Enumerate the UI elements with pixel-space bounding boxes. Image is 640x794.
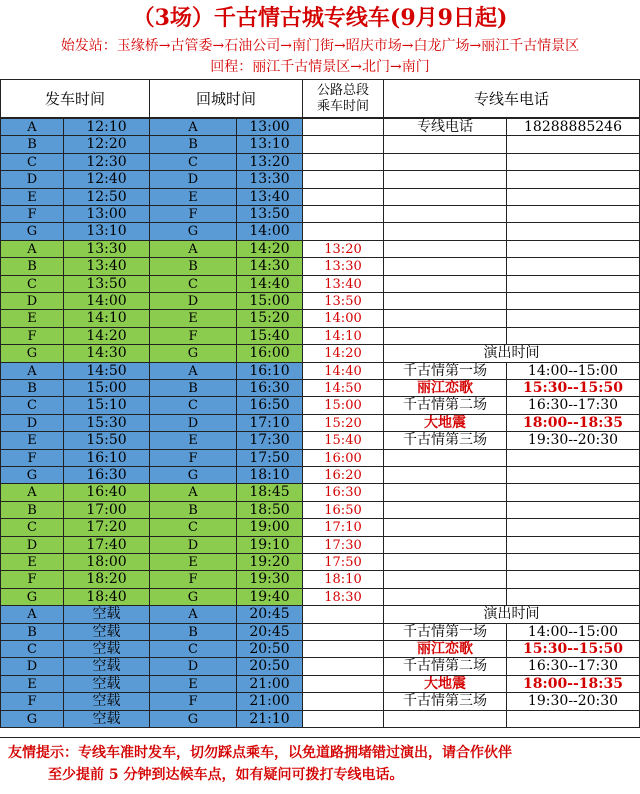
highway-time: 14:50	[303, 380, 384, 397]
highway-time: 18:10	[303, 571, 384, 588]
show-name: 千古情第三场	[384, 693, 507, 710]
table-row	[0, 484, 640, 501]
table-row	[0, 432, 640, 449]
return-line: C	[150, 397, 237, 414]
show-name: 丽江恋歌	[384, 380, 507, 397]
return-time: 14:20	[237, 241, 303, 258]
table-row	[0, 328, 640, 345]
return-line: A	[150, 119, 237, 136]
highway-time	[303, 641, 384, 658]
return-line: A	[150, 606, 237, 623]
show-name: 大地震	[384, 676, 507, 693]
table-row	[0, 345, 640, 362]
highway-time	[303, 606, 384, 623]
return-time: 18:50	[237, 502, 303, 519]
side-col-1	[384, 711, 507, 728]
return-line: F	[150, 450, 237, 467]
friendly-notice	[0, 737, 640, 794]
table-row	[0, 276, 640, 293]
return-time: 14:30	[237, 258, 303, 275]
depart-line: A	[0, 119, 64, 136]
depart-time: 空载	[64, 693, 150, 710]
side-col-2	[507, 241, 640, 258]
highway-time: 15:40	[303, 432, 384, 449]
depart-line: D	[0, 658, 64, 675]
return-time: 16:50	[237, 397, 303, 414]
depart-time: 16:10	[64, 450, 150, 467]
return-time: 14:00	[237, 223, 303, 240]
table-row	[0, 711, 640, 728]
side-col-1	[384, 537, 507, 554]
table-row	[0, 154, 640, 171]
return-time: 19:30	[237, 571, 303, 588]
return-time: 13:20	[237, 154, 303, 171]
depart-time: 15:30	[64, 415, 150, 432]
table-row	[0, 606, 640, 623]
depart-line: F	[0, 328, 64, 345]
return-time: 13:40	[237, 189, 303, 206]
side-col-1	[384, 450, 507, 467]
depart-time: 16:30	[64, 467, 150, 484]
depart-line: B	[0, 624, 64, 641]
depart-time: 空载	[64, 641, 150, 658]
table-row	[0, 415, 640, 432]
highway-time: 13:30	[303, 258, 384, 275]
highway-time	[303, 189, 384, 206]
show-times-title: 演出时间	[384, 606, 640, 623]
contact-number: 18288885246	[507, 119, 640, 136]
depart-time: 12:20	[64, 136, 150, 153]
depart-line: F	[0, 571, 64, 588]
return-line: B	[150, 136, 237, 153]
side-col-2	[507, 206, 640, 223]
depart-time: 13:00	[64, 206, 150, 223]
table-row	[0, 589, 640, 606]
side-col-2	[507, 711, 640, 728]
depart-line: E	[0, 676, 64, 693]
return-line: E	[150, 189, 237, 206]
table-row	[0, 380, 640, 397]
table-row	[0, 624, 640, 641]
depart-line: C	[0, 519, 64, 536]
highway-time	[303, 136, 384, 153]
table-row	[0, 450, 640, 467]
return-line: G	[150, 711, 237, 728]
depart-line: G	[0, 345, 64, 362]
return-line: E	[150, 676, 237, 693]
return-time: 18:45	[237, 484, 303, 501]
table-row	[0, 223, 640, 240]
return-time: 21:00	[237, 693, 303, 710]
table-row	[0, 136, 640, 153]
show-times-title: 演出时间	[384, 345, 640, 362]
notice-line-2: 至少提前 5 分钟到达候车点，如有疑问可拨打专线电话。	[48, 767, 404, 783]
depart-time: 18:00	[64, 554, 150, 571]
return-time: 16:00	[237, 345, 303, 362]
side-col-2	[507, 537, 640, 554]
return-route: 回程：丽江千古情景区→北门→南门	[210, 59, 430, 75]
show-time: 18:00--18:35	[507, 415, 640, 432]
return-line: B	[150, 502, 237, 519]
highway-time: 15:20	[303, 415, 384, 432]
side-col-2	[507, 293, 640, 310]
highway-time	[303, 206, 384, 223]
return-time: 16:10	[237, 363, 303, 380]
show-name: 千古情第二场	[384, 658, 507, 675]
highway-time: 18:30	[303, 589, 384, 606]
side-col-1	[384, 467, 507, 484]
depart-time: 12:10	[64, 119, 150, 136]
return-time: 15:20	[237, 310, 303, 327]
return-time: 13:10	[237, 136, 303, 153]
side-col-2	[507, 519, 640, 536]
show-name: 千古情第二场	[384, 397, 507, 414]
return-time: 20:50	[237, 658, 303, 675]
depart-line: D	[0, 171, 64, 188]
depart-time: 空载	[64, 676, 150, 693]
return-time: 19:40	[237, 589, 303, 606]
depart-line: F	[0, 693, 64, 710]
show-name: 千古情第一场	[384, 363, 507, 380]
header-depart: 发车时间	[0, 79, 150, 119]
return-time: 16:30	[237, 380, 303, 397]
show-name: 千古情第三场	[384, 432, 507, 449]
return-line: B	[150, 258, 237, 275]
return-line: G	[150, 345, 237, 362]
return-time: 13:50	[237, 206, 303, 223]
show-time: 14:00--15:00	[507, 624, 640, 641]
depart-line: D	[0, 415, 64, 432]
highway-time: 16:50	[303, 502, 384, 519]
highway-time	[303, 658, 384, 675]
show-time: 15:30--15:50	[507, 380, 640, 397]
return-line: E	[150, 432, 237, 449]
side-col-2	[507, 258, 640, 275]
side-col-2	[507, 502, 640, 519]
highway-time	[303, 624, 384, 641]
depart-line: B	[0, 502, 64, 519]
depart-time: 18:40	[64, 589, 150, 606]
side-col-1	[384, 136, 507, 153]
show-time: 19:30--20:30	[507, 693, 640, 710]
highway-time: 16:20	[303, 467, 384, 484]
table-row	[0, 241, 640, 258]
depart-line: D	[0, 293, 64, 310]
return-time: 15:00	[237, 293, 303, 310]
side-col-2	[507, 171, 640, 188]
return-time: 21:10	[237, 711, 303, 728]
depart-line: F	[0, 450, 64, 467]
return-line: C	[150, 276, 237, 293]
return-line: G	[150, 589, 237, 606]
table-row	[0, 293, 640, 310]
return-time: 17:30	[237, 432, 303, 449]
depart-line: D	[0, 537, 64, 554]
highway-time: 17:10	[303, 519, 384, 536]
show-time: 18:00--18:35	[507, 676, 640, 693]
return-line: D	[150, 293, 237, 310]
depart-line: B	[0, 380, 64, 397]
depart-time: 15:10	[64, 397, 150, 414]
return-line: B	[150, 624, 237, 641]
highway-time: 17:50	[303, 554, 384, 571]
header-highway-line1: 公路总段	[316, 82, 369, 98]
return-time: 17:10	[237, 415, 303, 432]
side-col-2	[507, 189, 640, 206]
depart-time: 14:20	[64, 328, 150, 345]
highway-time	[303, 223, 384, 240]
return-line: A	[150, 484, 237, 501]
return-line: C	[150, 154, 237, 171]
depart-line: F	[0, 206, 64, 223]
side-col-1	[384, 519, 507, 536]
return-line: D	[150, 658, 237, 675]
depart-line: A	[0, 241, 64, 258]
header-return: 回城时间	[150, 79, 303, 119]
depart-time: 12:50	[64, 189, 150, 206]
depart-time: 12:30	[64, 154, 150, 171]
side-col-1	[384, 171, 507, 188]
return-line: C	[150, 519, 237, 536]
table-row	[0, 693, 640, 710]
depart-time: 空载	[64, 624, 150, 641]
page-title: （3场）千古情古城专线车(9月9日起)	[132, 5, 508, 31]
highway-time: 14:40	[303, 363, 384, 380]
highway-time: 17:30	[303, 537, 384, 554]
side-col-2	[507, 276, 640, 293]
depart-line: A	[0, 606, 64, 623]
highway-time: 16:30	[303, 484, 384, 501]
depart-line: G	[0, 711, 64, 728]
highway-time	[303, 119, 384, 136]
return-line: D	[150, 537, 237, 554]
depart-line: C	[0, 276, 64, 293]
depart-line: A	[0, 363, 64, 380]
highway-time	[303, 171, 384, 188]
contact-label: 专线电话	[384, 119, 507, 136]
header-highway	[303, 79, 384, 119]
depart-line: C	[0, 641, 64, 658]
highway-time	[303, 693, 384, 710]
highway-time: 13:50	[303, 293, 384, 310]
return-line: B	[150, 380, 237, 397]
depart-time: 空载	[64, 658, 150, 675]
table-header-row	[0, 79, 640, 119]
table-row	[0, 676, 640, 693]
header-highway-line2: 乘车时间	[316, 98, 369, 114]
table-row	[0, 171, 640, 188]
highway-time	[303, 711, 384, 728]
depart-line: G	[0, 223, 64, 240]
side-col-2	[507, 484, 640, 501]
depart-time: 13:10	[64, 223, 150, 240]
table-row	[0, 571, 640, 588]
side-col-2	[507, 467, 640, 484]
side-col-1	[384, 571, 507, 588]
depart-time: 13:30	[64, 241, 150, 258]
return-line: A	[150, 241, 237, 258]
return-line: F	[150, 693, 237, 710]
depart-line: E	[0, 189, 64, 206]
depart-time: 13:50	[64, 276, 150, 293]
side-col-2	[507, 310, 640, 327]
return-time: 19:00	[237, 519, 303, 536]
return-line: F	[150, 328, 237, 345]
depart-time: 14:00	[64, 293, 150, 310]
table-row	[0, 119, 640, 136]
return-line: D	[150, 415, 237, 432]
table-row	[0, 397, 640, 414]
depart-line: C	[0, 154, 64, 171]
return-line: F	[150, 571, 237, 588]
side-col-1	[384, 258, 507, 275]
return-time: 20:45	[237, 606, 303, 623]
notice-line-1: 友情提示：专线车准时发车，切勿踩点乘车，以免道路拥堵错过演出，请合作伙伴	[8, 745, 512, 761]
highway-time	[303, 676, 384, 693]
return-line: E	[150, 310, 237, 327]
highway-time: 14:20	[303, 345, 384, 362]
show-name: 丽江恋歌	[384, 641, 507, 658]
side-col-2	[507, 450, 640, 467]
table-row	[0, 519, 640, 536]
return-time: 19:20	[237, 554, 303, 571]
depart-line: C	[0, 397, 64, 414]
side-col-2	[507, 571, 640, 588]
side-col-2	[507, 554, 640, 571]
table-row	[0, 206, 640, 223]
depart-time: 17:00	[64, 502, 150, 519]
depart-line: G	[0, 467, 64, 484]
side-col-1	[384, 206, 507, 223]
depart-line: E	[0, 432, 64, 449]
highway-time: 14:00	[303, 310, 384, 327]
table-row	[0, 641, 640, 658]
return-time: 20:50	[237, 641, 303, 658]
return-time: 17:50	[237, 450, 303, 467]
side-col-1	[384, 328, 507, 345]
side-col-1	[384, 484, 507, 501]
depart-time: 空载	[64, 606, 150, 623]
show-time: 16:30--17:30	[507, 397, 640, 414]
side-col-1	[384, 293, 507, 310]
side-col-2	[507, 589, 640, 606]
return-time: 13:00	[237, 119, 303, 136]
return-line: C	[150, 641, 237, 658]
highway-time: 14:10	[303, 328, 384, 345]
depart-line: G	[0, 589, 64, 606]
show-time: 19:30--20:30	[507, 432, 640, 449]
side-col-2	[507, 328, 640, 345]
show-time: 14:00--15:00	[507, 363, 640, 380]
depart-time: 15:50	[64, 432, 150, 449]
return-line: G	[150, 467, 237, 484]
table-row	[0, 554, 640, 571]
return-time: 20:45	[237, 624, 303, 641]
side-col-2	[507, 154, 640, 171]
return-line: G	[150, 223, 237, 240]
table-row	[0, 189, 640, 206]
highway-time	[303, 154, 384, 171]
depart-line: E	[0, 554, 64, 571]
side-col-1	[384, 589, 507, 606]
highway-time: 16:00	[303, 450, 384, 467]
depart-time: 14:10	[64, 310, 150, 327]
return-time: 13:30	[237, 171, 303, 188]
side-col-2	[507, 223, 640, 240]
side-col-2	[507, 136, 640, 153]
return-time: 19:10	[237, 537, 303, 554]
side-col-1	[384, 223, 507, 240]
depart-line: B	[0, 258, 64, 275]
return-line: D	[150, 171, 237, 188]
return-line: E	[150, 554, 237, 571]
table-row	[0, 310, 640, 327]
table-row	[0, 363, 640, 380]
side-col-1	[384, 241, 507, 258]
depart-time: 15:00	[64, 380, 150, 397]
highway-time: 13:20	[303, 241, 384, 258]
depart-line: E	[0, 310, 64, 327]
depart-time: 14:30	[64, 345, 150, 362]
show-name: 千古情第一场	[384, 624, 507, 641]
table-row	[0, 258, 640, 275]
outbound-route: 始发站：玉缘桥→古管委→石油公司→南门街→昭庆市场→白龙广场→丽江千古情景区	[60, 38, 580, 54]
depart-time: 空载	[64, 711, 150, 728]
side-col-1	[384, 502, 507, 519]
return-time: 21:00	[237, 676, 303, 693]
side-col-1	[384, 310, 507, 327]
depart-line: B	[0, 136, 64, 153]
table-row	[0, 658, 640, 675]
return-time: 14:40	[237, 276, 303, 293]
table-row	[0, 537, 640, 554]
side-col-1	[384, 154, 507, 171]
depart-time: 16:40	[64, 484, 150, 501]
table-row	[0, 502, 640, 519]
return-line: F	[150, 206, 237, 223]
depart-time: 17:20	[64, 519, 150, 536]
depart-line: A	[0, 484, 64, 501]
side-col-1	[384, 276, 507, 293]
return-time: 15:40	[237, 328, 303, 345]
show-name: 大地震	[384, 415, 507, 432]
show-time: 16:30--17:30	[507, 658, 640, 675]
depart-time: 14:50	[64, 363, 150, 380]
show-time: 15:30--15:50	[507, 641, 640, 658]
return-line: A	[150, 363, 237, 380]
table-row	[0, 467, 640, 484]
depart-time: 12:40	[64, 171, 150, 188]
side-col-1	[384, 189, 507, 206]
highway-time: 13:40	[303, 276, 384, 293]
highway-time: 15:00	[303, 397, 384, 414]
side-col-1	[384, 554, 507, 571]
return-time: 18:10	[237, 467, 303, 484]
depart-time: 17:40	[64, 537, 150, 554]
depart-time: 13:40	[64, 258, 150, 275]
depart-time: 18:20	[64, 571, 150, 588]
header-phone: 专线车电话	[384, 79, 640, 119]
